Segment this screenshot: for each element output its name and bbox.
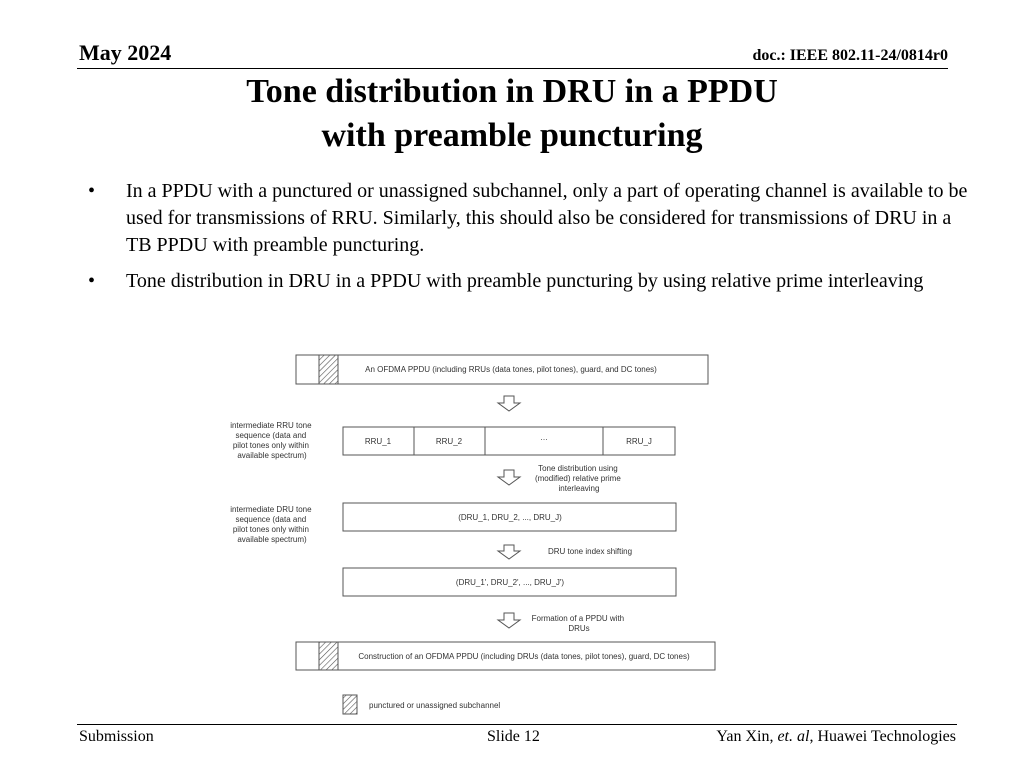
- footer-author-name: Yan Xin,: [716, 728, 778, 745]
- rru-cell: RRU_1: [364, 437, 392, 446]
- slide-title-line-1: Tone distribution in DRU in a PPDU: [246, 73, 778, 110]
- rru-cell: RRU_J: [626, 437, 652, 446]
- rru-cell: RRU_2: [435, 437, 463, 446]
- step-dru-index-shifting-label: DRU tone index shifting: [548, 547, 633, 556]
- bullet-text: In a PPDU with a punctured or unassigned subchannel, only a part of operating channel is available to be used for transmissions of RRU. Similarly, this should also be considered for transmissions of DRU in a TB PPDU with preamble puncturing.: [126, 180, 968, 256]
- dru-sequence-box: [343, 503, 676, 531]
- diagram-legend: [343, 695, 500, 714]
- footer-slide-number: Slide 12: [487, 728, 540, 745]
- dru-shifted-box: [343, 568, 676, 596]
- legend-label: punctured or unassigned subchannel: [369, 701, 501, 710]
- step-ppdu-formation-label: Formation of a PPDU with DRUs: [531, 614, 625, 633]
- legend-hatch-swatch: [343, 695, 357, 714]
- punctured-subchannel-hatch: [319, 642, 338, 670]
- rru-cell-ellipsis: …: [540, 433, 548, 442]
- rru-sequence-row: [343, 427, 675, 455]
- bullet-marker: •: [88, 180, 96, 202]
- footer-author-etal: et. al: [777, 728, 810, 745]
- header-doc-id: doc.: IEEE 802.11-24/0814r0: [752, 47, 948, 64]
- footer-submission: Submission: [79, 728, 154, 745]
- rru-sequence-label: intermediate RRU tone sequence (data and pilot tones only within available spectrum): [230, 421, 312, 460]
- down-arrow-icon: [498, 396, 520, 411]
- ofdma-ppdu-output-box: [296, 642, 715, 670]
- ofdma-ppdu-input-label: An OFDMA PPDU (including RRUs (data tones, pilot tones), guard, and DC tones): [365, 365, 657, 374]
- footer-author: [716, 727, 956, 747]
- slide-title-line-2: with preamble puncturing: [321, 117, 703, 154]
- footer-author-org: , Huawei Technologies: [809, 728, 956, 745]
- header-date: May 2024: [79, 40, 172, 65]
- bullet-text: Tone distribution in DRU in a PPDU with preamble puncturing by using relative prime interleaving: [126, 270, 924, 292]
- down-arrow-icon: [498, 545, 520, 559]
- dru-sequence-label: intermediate DRU tone sequence (data and pilot tones only within available spectrum): [230, 505, 312, 544]
- dru-sequence-label-text: (DRU_1, DRU_2, ..., DRU_J): [458, 513, 562, 522]
- bullet-marker: •: [88, 270, 96, 292]
- down-arrow-icon: [498, 613, 520, 628]
- punctured-subchannel-hatch: [319, 355, 338, 384]
- ofdma-ppdu-output-label: Construction of an OFDMA PPDU (including DRUs (data tones, pilot tones), guard, DC tones): [358, 652, 690, 661]
- step-relative-prime-interleaving-label: Tone distribution using (modified) relative prime interleaving: [534, 464, 621, 493]
- down-arrow-icon: [498, 470, 520, 485]
- dru-shifted-label-text: (DRU_1', DRU_2', ..., DRU_J'): [455, 578, 565, 587]
- footer-rule: [77, 724, 957, 725]
- ofdma-ppdu-input-box: [296, 355, 708, 384]
